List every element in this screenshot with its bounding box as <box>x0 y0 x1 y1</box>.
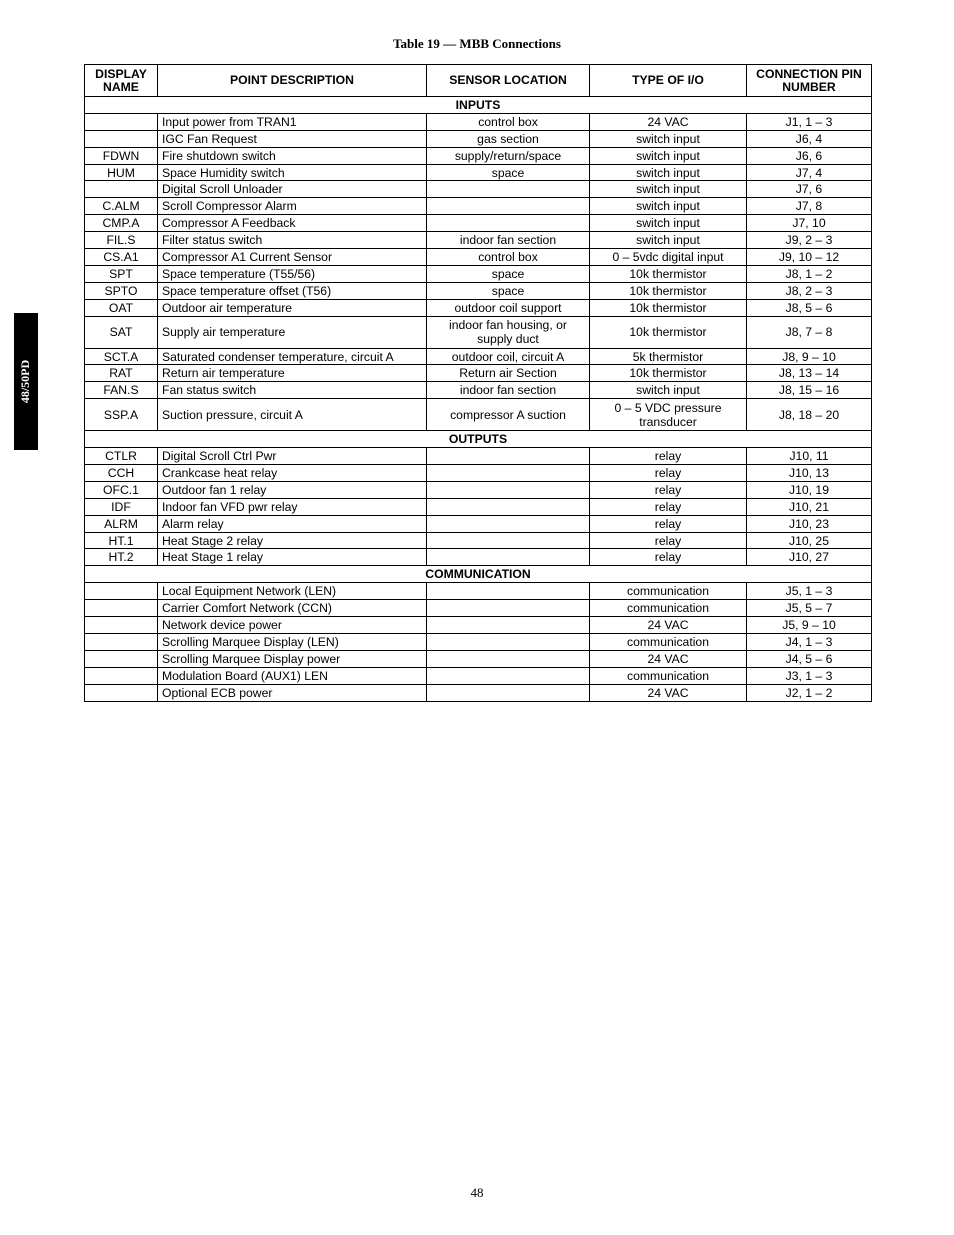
section-row <box>85 566 872 583</box>
cell-point-description: Return air temperature <box>158 365 427 382</box>
cell-point-description: Input power from TRAN1 <box>158 113 427 130</box>
table-row <box>85 265 872 282</box>
cell-pin-number: J6, 6 <box>747 147 872 164</box>
table-row <box>85 232 872 249</box>
cell-point-description: Digital Scroll Ctrl Pwr <box>158 448 427 465</box>
cell-sensor-location: supply/return/space <box>427 147 590 164</box>
cell-display-name: SPTO <box>85 282 158 299</box>
table-row <box>85 198 872 215</box>
table-row <box>85 181 872 198</box>
cell-point-description: Alarm relay <box>158 515 427 532</box>
cell-sensor-location <box>427 181 590 198</box>
cell-sensor-location <box>427 532 590 549</box>
cell-pin-number: J7, 4 <box>747 164 872 181</box>
cell-pin-number: J10, 23 <box>747 515 872 532</box>
header-type-of-io: TYPE OF I/O <box>590 65 747 97</box>
cell-sensor-location: space <box>427 164 590 181</box>
cell-display-name <box>85 650 158 667</box>
cell-type-of-io: 10k thermistor <box>590 282 747 299</box>
cell-pin-number: J4, 1 – 3 <box>747 633 872 650</box>
cell-sensor-location: indoor fan section <box>427 382 590 399</box>
cell-type-of-io: relay <box>590 532 747 549</box>
cell-type-of-io: 24 VAC <box>590 684 747 701</box>
cell-sensor-location: indoor fan section <box>427 232 590 249</box>
cell-point-description: Carrier Comfort Network (CCN) <box>158 600 427 617</box>
cell-display-name: SAT <box>85 316 158 348</box>
cell-pin-number: J6, 4 <box>747 130 872 147</box>
header-point-description: POINT DESCRIPTION <box>158 65 427 97</box>
cell-display-name <box>85 633 158 650</box>
cell-point-description: Scrolling Marquee Display power <box>158 650 427 667</box>
cell-point-description: Scroll Compressor Alarm <box>158 198 427 215</box>
cell-point-description: IGC Fan Request <box>158 130 427 147</box>
table-row <box>85 600 872 617</box>
cell-pin-number: J10, 19 <box>747 481 872 498</box>
table-title: Table 19 — MBB Connections <box>393 36 561 51</box>
cell-display-name: HT.1 <box>85 532 158 549</box>
cell-display-name: C.ALM <box>85 198 158 215</box>
cell-pin-number: J8, 7 – 8 <box>747 316 872 348</box>
cell-sensor-location <box>427 549 590 566</box>
section-label: COMMUNICATION <box>85 566 872 583</box>
cell-sensor-location <box>427 633 590 650</box>
table-row <box>85 650 872 667</box>
cell-type-of-io: switch input <box>590 198 747 215</box>
section-label: INPUTS <box>85 97 872 114</box>
cell-point-description: Heat Stage 1 relay <box>158 549 427 566</box>
cell-type-of-io: 10k thermistor <box>590 299 747 316</box>
table-row <box>85 348 872 365</box>
cell-point-description: Scrolling Marquee Display (LEN) <box>158 633 427 650</box>
cell-pin-number: J1, 1 – 3 <box>747 113 872 130</box>
cell-pin-number: J8, 15 – 16 <box>747 382 872 399</box>
cell-type-of-io: relay <box>590 465 747 482</box>
cell-sensor-location <box>427 481 590 498</box>
cell-display-name <box>85 113 158 130</box>
cell-point-description: Outdoor fan 1 relay <box>158 481 427 498</box>
table-row <box>85 282 872 299</box>
cell-sensor-location <box>427 583 590 600</box>
header-connection-pin-number: CONNECTION PIN NUMBER <box>747 65 872 97</box>
cell-pin-number: J9, 2 – 3 <box>747 232 872 249</box>
cell-point-description: Filter status switch <box>158 232 427 249</box>
cell-point-description: Heat Stage 2 relay <box>158 532 427 549</box>
table-row <box>85 549 872 566</box>
cell-pin-number: J8, 13 – 14 <box>747 365 872 382</box>
table-row <box>85 249 872 266</box>
cell-display-name: OFC.1 <box>85 481 158 498</box>
table-row <box>85 448 872 465</box>
mbb-connections-table <box>84 64 872 702</box>
cell-pin-number: J5, 1 – 3 <box>747 583 872 600</box>
page-number: 48 <box>470 1185 484 1200</box>
cell-type-of-io: 0 – 5vdc digital input <box>590 249 747 266</box>
cell-type-of-io: 10k thermistor <box>590 316 747 348</box>
cell-type-of-io: 5k thermistor <box>590 348 747 365</box>
cell-point-description: Fan status switch <box>158 382 427 399</box>
cell-display-name: FAN.S <box>85 382 158 399</box>
cell-type-of-io: communication <box>590 583 747 600</box>
side-tab <box>14 313 38 450</box>
cell-point-description: Local Equipment Network (LEN) <box>158 583 427 600</box>
cell-type-of-io: switch input <box>590 382 747 399</box>
cell-type-of-io: 10k thermistor <box>590 265 747 282</box>
cell-type-of-io: communication <box>590 600 747 617</box>
cell-sensor-location <box>427 617 590 634</box>
section-row <box>85 97 872 114</box>
cell-sensor-location: outdoor coil support <box>427 299 590 316</box>
cell-pin-number: J4, 5 – 6 <box>747 650 872 667</box>
cell-display-name: OAT <box>85 299 158 316</box>
header-display-name: DISPLAY NAME <box>85 65 158 97</box>
cell-pin-number: J3, 1 – 3 <box>747 667 872 684</box>
table-row <box>85 399 872 431</box>
cell-display-name: FIL.S <box>85 232 158 249</box>
cell-type-of-io: switch input <box>590 232 747 249</box>
cell-sensor-location <box>427 600 590 617</box>
cell-point-description: Space temperature offset (T56) <box>158 282 427 299</box>
cell-sensor-location <box>427 515 590 532</box>
cell-pin-number: J10, 21 <box>747 498 872 515</box>
cell-sensor-location: outdoor coil, circuit A <box>427 348 590 365</box>
cell-type-of-io: 0 – 5 VDC pressure transducer <box>590 399 747 431</box>
cell-sensor-location <box>427 465 590 482</box>
cell-point-description: Supply air temperature <box>158 316 427 348</box>
cell-sensor-location <box>427 215 590 232</box>
cell-type-of-io: 24 VAC <box>590 113 747 130</box>
table-row <box>85 365 872 382</box>
cell-type-of-io: 24 VAC <box>590 650 747 667</box>
cell-type-of-io: switch input <box>590 130 747 147</box>
cell-sensor-location <box>427 667 590 684</box>
cell-type-of-io: switch input <box>590 147 747 164</box>
table-row <box>85 684 872 701</box>
cell-sensor-location: compressor A suction <box>427 399 590 431</box>
cell-pin-number: J10, 25 <box>747 532 872 549</box>
section-label: OUTPUTS <box>85 431 872 448</box>
cell-sensor-location <box>427 198 590 215</box>
cell-sensor-location: gas section <box>427 130 590 147</box>
cell-pin-number: J10, 11 <box>747 448 872 465</box>
cell-sensor-location <box>427 650 590 667</box>
table-row <box>85 481 872 498</box>
cell-sensor-location: control box <box>427 249 590 266</box>
cell-display-name <box>85 600 158 617</box>
cell-point-description: Compressor A Feedback <box>158 215 427 232</box>
cell-pin-number: J8, 2 – 3 <box>747 282 872 299</box>
cell-display-name <box>85 684 158 701</box>
cell-display-name: SCT.A <box>85 348 158 365</box>
cell-point-description: Indoor fan VFD pwr relay <box>158 498 427 515</box>
cell-sensor-location: space <box>427 282 590 299</box>
table-row <box>85 633 872 650</box>
side-tab-label: 48/50PD <box>18 359 33 404</box>
cell-type-of-io: communication <box>590 667 747 684</box>
cell-display-name <box>85 617 158 634</box>
table-row <box>85 130 872 147</box>
cell-type-of-io: communication <box>590 633 747 650</box>
cell-display-name <box>85 181 158 198</box>
table-row <box>85 583 872 600</box>
table-row <box>85 667 872 684</box>
cell-pin-number: J5, 5 – 7 <box>747 600 872 617</box>
cell-pin-number: J5, 9 – 10 <box>747 617 872 634</box>
cell-display-name: RAT <box>85 365 158 382</box>
cell-sensor-location: control box <box>427 113 590 130</box>
cell-point-description: Compressor A1 Current Sensor <box>158 249 427 266</box>
cell-type-of-io: relay <box>590 448 747 465</box>
cell-point-description: Digital Scroll Unloader <box>158 181 427 198</box>
cell-display-name: SPT <box>85 265 158 282</box>
cell-display-name: FDWN <box>85 147 158 164</box>
cell-display-name: HT.2 <box>85 549 158 566</box>
cell-point-description: Modulation Board (AUX1) LEN <box>158 667 427 684</box>
cell-pin-number: J9, 10 – 12 <box>747 249 872 266</box>
cell-display-name: CS.A1 <box>85 249 158 266</box>
cell-point-description: Suction pressure, circuit A <box>158 399 427 431</box>
cell-sensor-location <box>427 684 590 701</box>
table-row <box>85 215 872 232</box>
table-row <box>85 316 872 348</box>
cell-type-of-io: relay <box>590 481 747 498</box>
table-row <box>85 147 872 164</box>
cell-pin-number: J8, 5 – 6 <box>747 299 872 316</box>
cell-display-name <box>85 667 158 684</box>
cell-pin-number: J10, 13 <box>747 465 872 482</box>
cell-display-name: ALRM <box>85 515 158 532</box>
table-row <box>85 532 872 549</box>
cell-point-description: Crankcase heat relay <box>158 465 427 482</box>
cell-point-description: Outdoor air temperature <box>158 299 427 316</box>
cell-display-name: CTLR <box>85 448 158 465</box>
table-row <box>85 465 872 482</box>
cell-type-of-io: switch input <box>590 181 747 198</box>
table-body <box>85 97 872 702</box>
cell-type-of-io: 24 VAC <box>590 617 747 634</box>
cell-display-name <box>85 583 158 600</box>
table-row <box>85 617 872 634</box>
cell-pin-number: J8, 1 – 2 <box>747 265 872 282</box>
header-row <box>85 65 872 97</box>
cell-display-name <box>85 130 158 147</box>
table-row <box>85 382 872 399</box>
cell-type-of-io: relay <box>590 498 747 515</box>
cell-display-name: IDF <box>85 498 158 515</box>
cell-display-name: SSP.A <box>85 399 158 431</box>
section-row <box>85 431 872 448</box>
cell-type-of-io: relay <box>590 549 747 566</box>
cell-display-name: CCH <box>85 465 158 482</box>
table-row <box>85 515 872 532</box>
cell-pin-number: J7, 8 <box>747 198 872 215</box>
table-row <box>85 113 872 130</box>
cell-point-description: Space temperature (T55/56) <box>158 265 427 282</box>
cell-type-of-io: switch input <box>590 164 747 181</box>
cell-sensor-location <box>427 448 590 465</box>
cell-pin-number: J8, 18 – 20 <box>747 399 872 431</box>
cell-display-name: HUM <box>85 164 158 181</box>
table-row <box>85 299 872 316</box>
cell-pin-number: J7, 6 <box>747 181 872 198</box>
cell-point-description: Fire shutdown switch <box>158 147 427 164</box>
cell-sensor-location: space <box>427 265 590 282</box>
cell-pin-number: J2, 1 – 2 <box>747 684 872 701</box>
cell-type-of-io: relay <box>590 515 747 532</box>
header-sensor-location: SENSOR LOCATION <box>427 65 590 97</box>
cell-sensor-location: indoor fan housing, or supply duct <box>427 316 590 348</box>
table-row <box>85 498 872 515</box>
cell-type-of-io: 10k thermistor <box>590 365 747 382</box>
cell-pin-number: J8, 9 – 10 <box>747 348 872 365</box>
table-row <box>85 164 872 181</box>
cell-type-of-io: switch input <box>590 215 747 232</box>
cell-point-description: Network device power <box>158 617 427 634</box>
cell-pin-number: J10, 27 <box>747 549 872 566</box>
cell-sensor-location <box>427 498 590 515</box>
cell-point-description: Optional ECB power <box>158 684 427 701</box>
cell-display-name: CMP.A <box>85 215 158 232</box>
cell-pin-number: J7, 10 <box>747 215 872 232</box>
cell-point-description: Saturated condenser temperature, circuit A <box>158 348 427 365</box>
cell-sensor-location: Return air Section <box>427 365 590 382</box>
cell-point-description: Space Humidity switch <box>158 164 427 181</box>
